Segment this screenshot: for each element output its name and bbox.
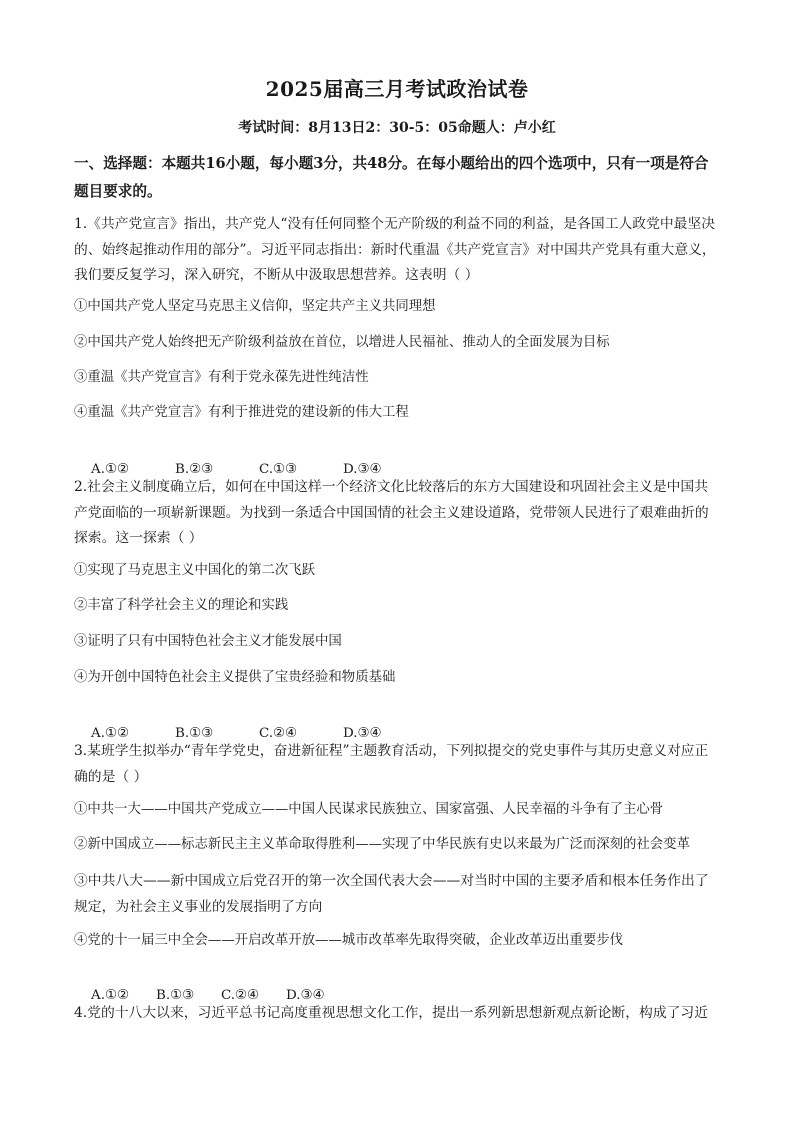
section-heading: 一、选择题：本题共16小题，每小题3分，共48分。在每小题给出的四个选项中，只有一项是符合题目要求的。 — [74, 155, 709, 200]
answer-choice[interactable]: C.②④ — [221, 988, 260, 1003]
answer-choice[interactable]: C.②④ — [259, 726, 298, 741]
exam-info: 考试时间：8月13日2：30-5：05命题人：卢小红 — [238, 120, 556, 136]
answer-choice[interactable]: B.①③ — [156, 988, 195, 1003]
answer-choice[interactable]: A.①② — [91, 988, 129, 1003]
question-1-option-2: ②中国共产党人始终把无产阶级利益放在首位，以增进人民福祉、推动人的全面发展为目标 — [74, 335, 610, 350]
question-2-stem: 2.社会主义制度确立后，如何在中国这样一个经济文化比较落后的东方大国建设和巩固社会主义是中国共产党面临的一项崭新课题。为找到一条适合中国国情的社会主义建设道路，党带领人民进行了艰难曲折的探索。这一探索（ ） — [74, 479, 709, 546]
answer-choice[interactable]: D.③④ — [286, 988, 325, 1003]
question-3-stem: 3.某班学生拟举办“青年学党史，奋进新征程”主题教育活动，下列拟提交的党史事件与其历史意义对应正确的是（ ） — [74, 743, 709, 785]
question-2-option-3: ③证明了只有中国特色社会主义才能发展中国 — [74, 634, 342, 649]
answer-choice[interactable]: D.③④ — [343, 726, 382, 741]
question-3-option-3: ③中共八大——新中国成立后党召开的第一次全国代表大会——对当时中国的主要矛盾和根本任务作出了规定，为社会主义事业的发展指明了方向 — [74, 873, 709, 915]
answer-choice[interactable]: C.①③ — [259, 462, 298, 477]
question-1-stem: 1.《共产党宣言》指出，共产党人“没有任何同整个无产阶级的利益不同的利益，是各国工人政党中最坚决的、始终起推动作用的部分”。习近平同志指出：新时代重温《共产党宣言》对中国共产党具有重大意义，我们要反复学习，深入研究，不断从中汲取思想营养。这表明（ ） — [74, 216, 716, 283]
answer-choice[interactable]: B.②③ — [175, 462, 214, 477]
question-2-option-2: ②丰富了科学社会主义的理论和实践 — [74, 598, 289, 613]
question-2-option-1: ①实现了马克思主义中国化的第二次飞跃 — [74, 563, 316, 578]
question-1-option-3: ③重温《共产党宣言》有利于党永葆先进性纯洁性 — [74, 370, 369, 385]
question-2-option-4: ④为开创中国特色社会主义提供了宝贵经验和物质基础 — [74, 670, 396, 685]
answer-choice[interactable]: D.③④ — [343, 462, 382, 477]
question-4-stem: 4.党的十八大以来，习近平总书记高度重视思想文化工作，提出一系列新思想新观点新论断，构成了习近 — [74, 1005, 709, 1021]
answer-choice[interactable]: B.①③ — [175, 726, 214, 741]
answer-choice[interactable]: A.①② — [91, 462, 129, 477]
question-3-option-1: ①中共一大——中国共产党成立——中国人民谋求民族独立、国家富强、人民幸福的斗争有了主心骨 — [74, 802, 664, 817]
question-3-option-4: ④党的十一届三中全会——开启改革开放——城市改革率先取得突破，企业改革迈出重要步伐 — [74, 933, 624, 948]
question-1-option-1: ①中国共产党人坚定马克思主义信仰，坚定共产主义共同理想 — [74, 299, 436, 314]
exam-title: 2025届高三月考试政治试卷 — [265, 77, 529, 101]
question-1-option-4: ④重温《共产党宣言》有利于推进党的建设新的伟大工程 — [74, 405, 409, 420]
answer-choice[interactable]: A.①② — [91, 726, 129, 741]
question-3-option-2: ②新中国成立——标志新民主主义革命取得胜利——实现了中华民族有史以来最为广泛而深刻的社会变革 — [74, 837, 690, 852]
